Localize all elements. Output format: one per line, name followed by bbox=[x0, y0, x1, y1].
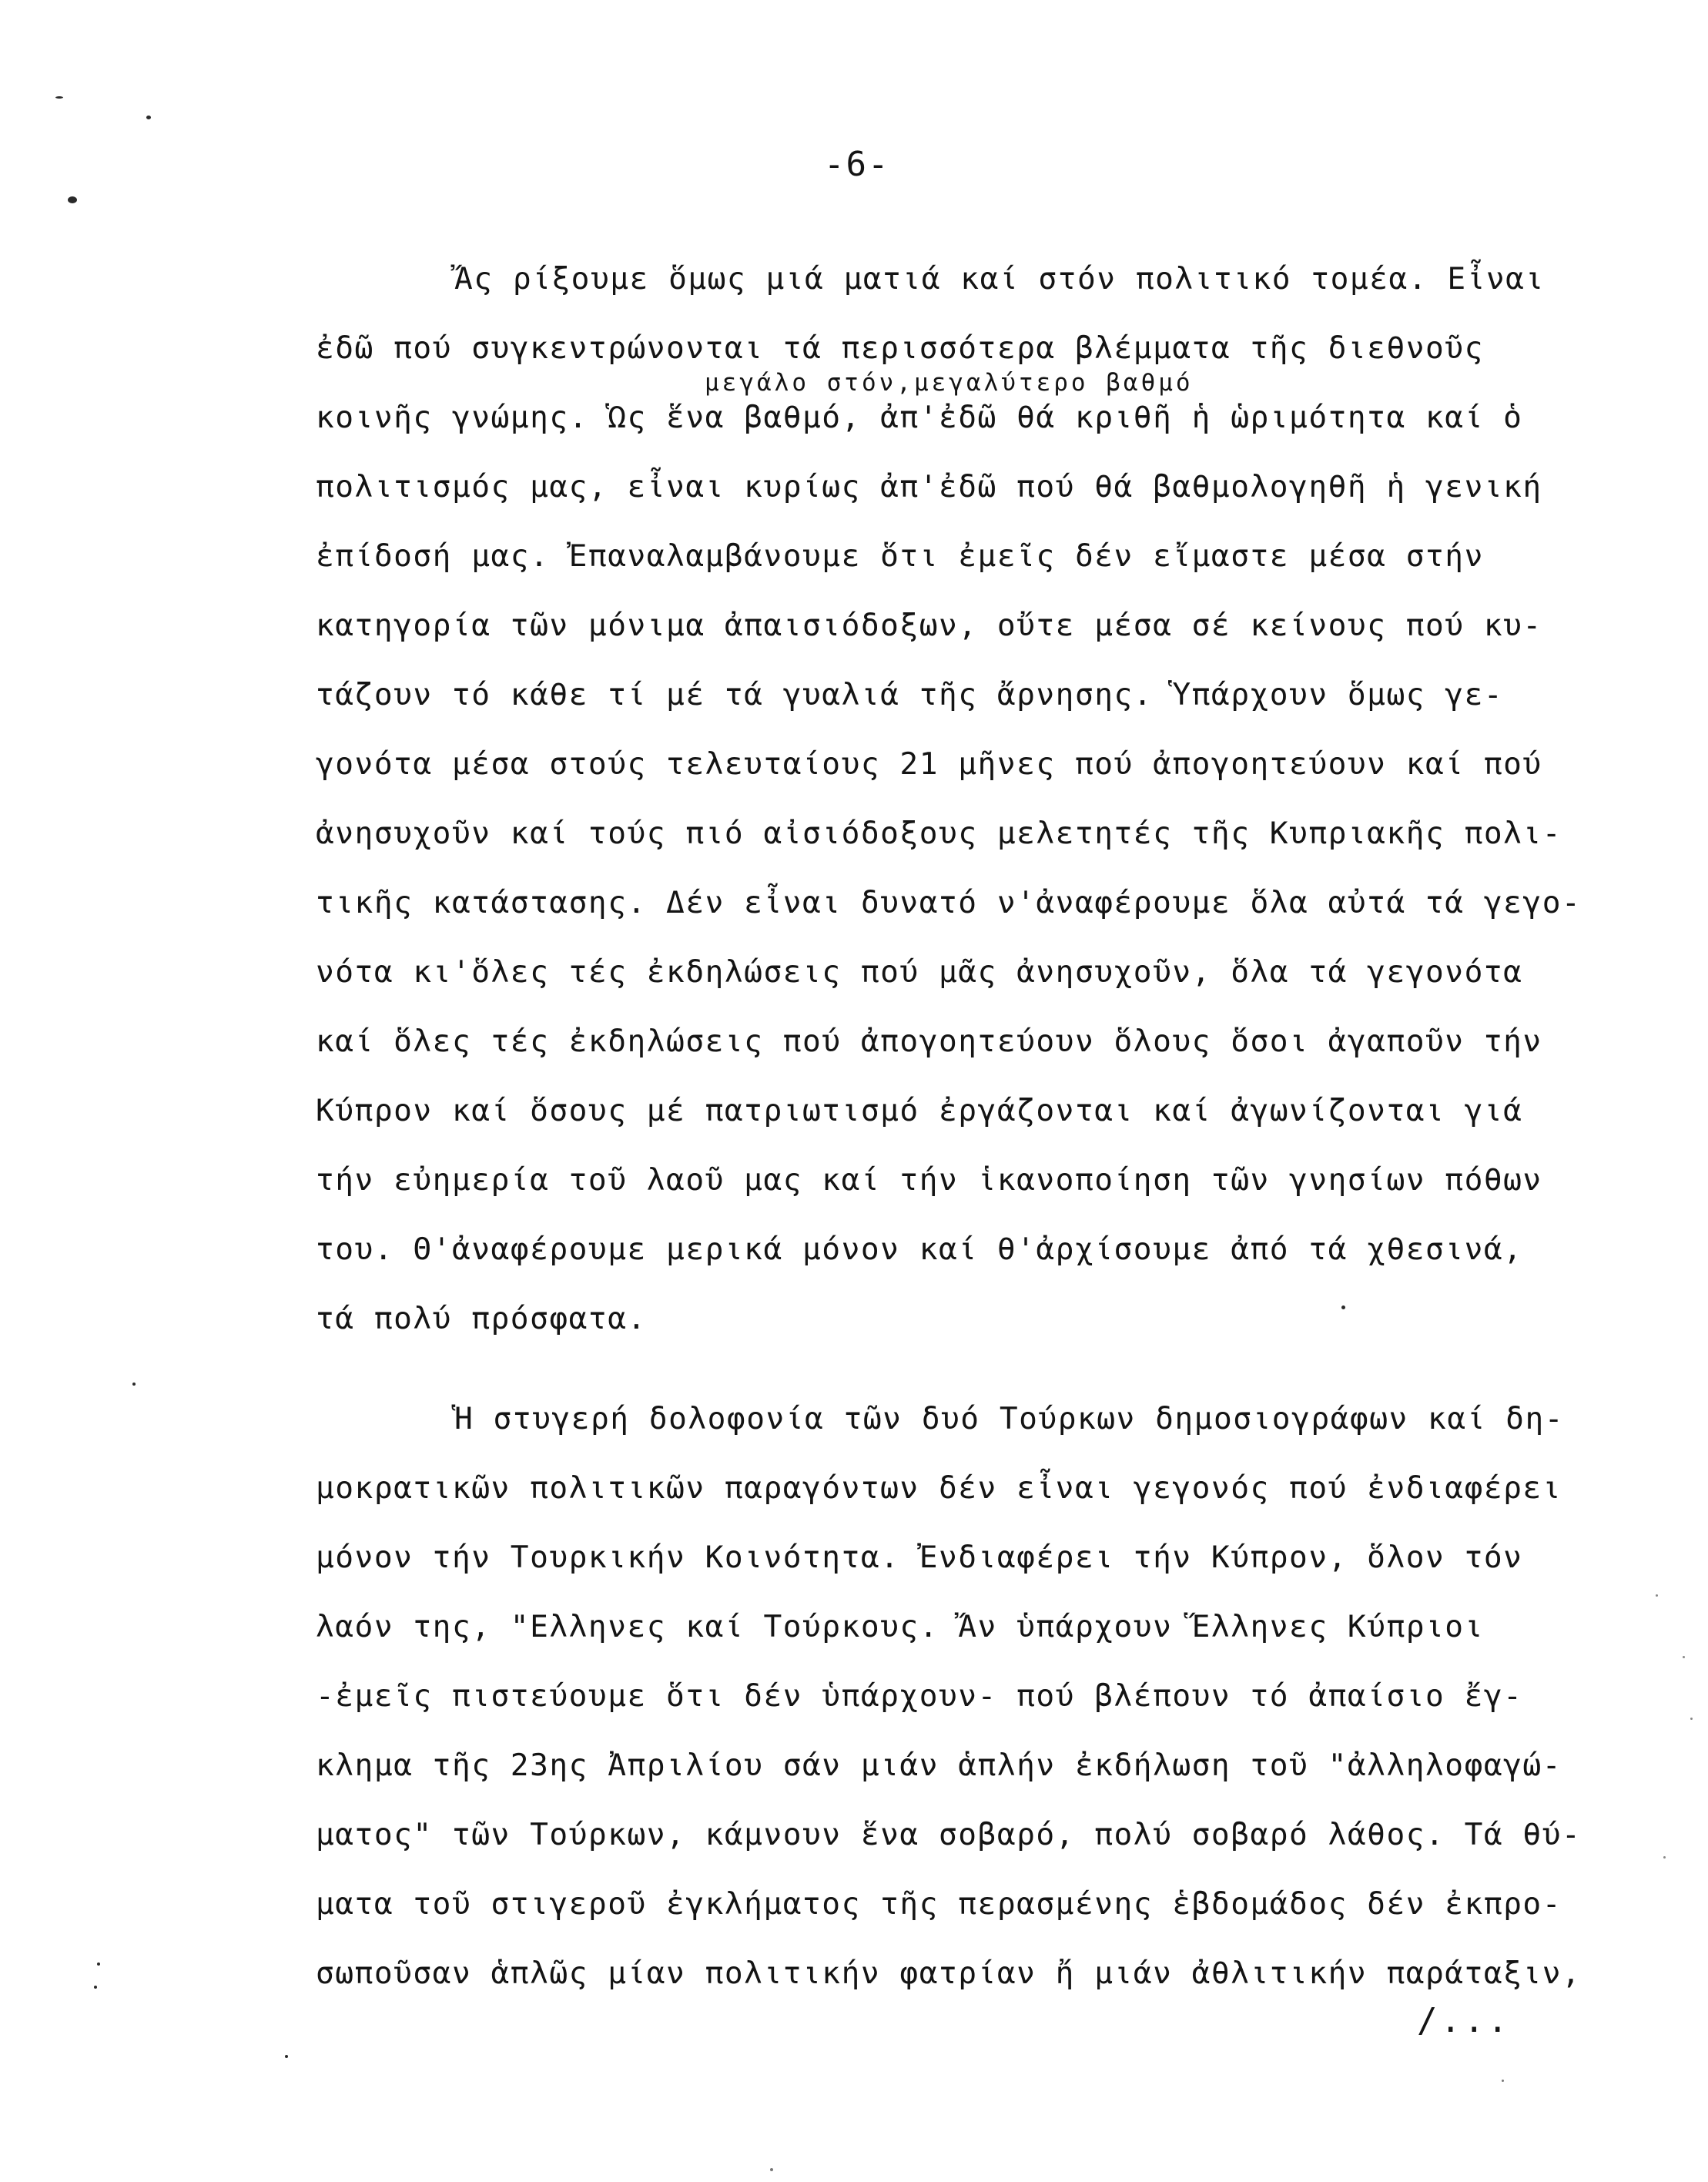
paragraph-1-line-16: τά πολύ πρόσφατα. bbox=[316, 1301, 647, 1336]
scan-speck bbox=[1683, 1656, 1685, 1658]
scan-speck bbox=[68, 196, 77, 203]
paragraph-1-line-12: καί ὅλες τές ἐκδηλώσεις πού ἀπογοητεύουν ὅλους ὅσοι ἀγαποῦν τήν bbox=[316, 1024, 1542, 1059]
paragraph-1-line-4: πολιτισμός μας, εἶναι κυρίως ἀπ'ἐδῶ πού θά βαθμολογηθῆ ἡ γενική bbox=[316, 469, 1542, 504]
paragraph-1-line-15: του. Θ'ἀναφέρουμε μερικά μόνον καί θ'ἀρχίσουμε ἀπό τά χθεσινά, bbox=[316, 1232, 1523, 1267]
paragraph-2-line-5: -ἐμεῖς πιστεύουμε ὅτι δέν ὑπάρχουν- πού βλέπουν τό ἀπαίσιο ἔγ- bbox=[316, 1678, 1523, 1714]
continuation-mark: /... bbox=[1417, 2001, 1511, 2040]
scan-speck bbox=[1656, 1594, 1658, 1597]
paragraph-1-line-9: ἀνησυχοῦν καί τούς πιό αἰσιόδοξους μελετητές τῆς Κυπριακῆς πολι- bbox=[316, 816, 1562, 851]
paragraph-1-line-1: Ἄς ρίξουμε ὅμως μιά ματιά καί στόν πολιτικό τομέα. Εἶναι bbox=[454, 261, 1545, 297]
paragraph-2-line-3: μόνον τήν Τουρκικήν Κοινότητα. Ἐνδιαφέρει τήν Κύπρον, ὅλον τόν bbox=[316, 1540, 1523, 1575]
paragraph-1-line-2: ἐδῶ πού συγκεντρώνονται τά περισσότερα βλέμματα τῆς διεθνοῦς bbox=[316, 330, 1484, 366]
scan-speck bbox=[97, 1962, 100, 1966]
paragraph-2-line-8: ματα τοῦ στιγεροῦ ἐγκλήματος τῆς περασμένης ἑβδομάδος δέν ἐκπρο- bbox=[316, 1886, 1562, 1922]
paragraph-2-line-7: ματος" τῶν Τούρκων, κάμνουν ἕνα σοβαρό, πολύ σοβαρό λάθος. Τά θύ- bbox=[316, 1817, 1582, 1852]
paragraph-1-line-6: κατηγορία τῶν μόνιμα ἀπαισιόδοξων, οὔτε μέσα σέ κείνους πού κυ- bbox=[316, 608, 1542, 643]
paragraph-2-line-1: Ἡ στυγερή δολοφονία τῶν δυό Τούρκων δημοσιογράφων καί δη- bbox=[454, 1401, 1565, 1436]
scan-speck bbox=[94, 1986, 97, 1989]
paragraph-1-line-13: Κύπρον καί ὅσους μέ πατριωτισμό ἐργάζονται καί ἀγωνίζονται γιά bbox=[316, 1093, 1523, 1128]
paragraph-1-line-14: τήν εὐημερία τοῦ λαοῦ μας καί τήν ἱκανοποίηση τῶν γνησίων πόθων bbox=[316, 1162, 1542, 1198]
scan-speck bbox=[1502, 2080, 1504, 2082]
paragraph-2-line-6: κλημα τῆς 23ης Ἀπριλίου σάν μιάν ἁπλήν ἐκδήλωση τοῦ "ἀλληλοφαγώ- bbox=[316, 1748, 1562, 1783]
paragraph-2-line-2: μοκρατικῶν πολιτικῶν παραγόντων δέν εἶναι γεγονός πού ἐνδιαφέρει bbox=[316, 1470, 1562, 1506]
scan-speck bbox=[1341, 1306, 1345, 1309]
paragraph-2-line-9: σωποῦσαν ἁπλῶς μίαν πολιτικήν φατρίαν ἤ μιάν ἀθλιτικήν παράταξιν, bbox=[316, 1956, 1582, 1991]
scan-speck bbox=[55, 96, 63, 99]
paragraph-1-line-8: γονότα μέσα στούς τελευταίους 21 μῆνες πού ἀπογοητεύουν καί πού bbox=[316, 746, 1542, 782]
scan-speck bbox=[146, 116, 151, 119]
paragraph-2-line-4: λαόν της, "Ελληνες καί Τούρκους. Ἄν ὑπάρχουν Ἕλληνες Κύπριοι bbox=[316, 1609, 1484, 1644]
interlinear-correction: μεγάλο στόν,μεγαλύτερο βαθμό bbox=[705, 369, 1194, 397]
paragraph-1-line-3: κοινῆς γνώμης. Ὡς ἕνα βαθμό, ἀπ'ἐδῶ θά κριθῆ ἡ ὡριμότητα καί ὁ bbox=[316, 400, 1523, 435]
page-number: -6- bbox=[824, 145, 890, 184]
paragraph-1-line-11: νότα κι'ὅλες τές ἐκδηλώσεις πού μᾶς ἀνησυχοῦν, ὅλα τά γεγονότα bbox=[316, 954, 1523, 990]
paragraph-1-line-10: τικῆς κατάστασης. Δέν εἶναι δυνατό ν'ἀναφέρουμε ὅλα αὐτά τά γεγο- bbox=[316, 885, 1582, 920]
scan-speck bbox=[1663, 1856, 1666, 1859]
scan-speck bbox=[770, 2168, 773, 2171]
scan-speck bbox=[285, 2055, 288, 2058]
scan-speck bbox=[132, 1383, 136, 1386]
paragraph-1-line-5: ἐπίδοσή μας. Ἐπαναλαμβάνουμε ὅτι ἐμεῖς δέν εἴμαστε μέσα στήν bbox=[316, 538, 1484, 574]
scan-speck bbox=[1690, 1718, 1693, 1720]
paragraph-1-line-7: τάζουν τό κάθε τί μέ τά γυαλιά τῆς ἄρνησης. Ὑπάρχουν ὅμως γε- bbox=[316, 677, 1504, 712]
